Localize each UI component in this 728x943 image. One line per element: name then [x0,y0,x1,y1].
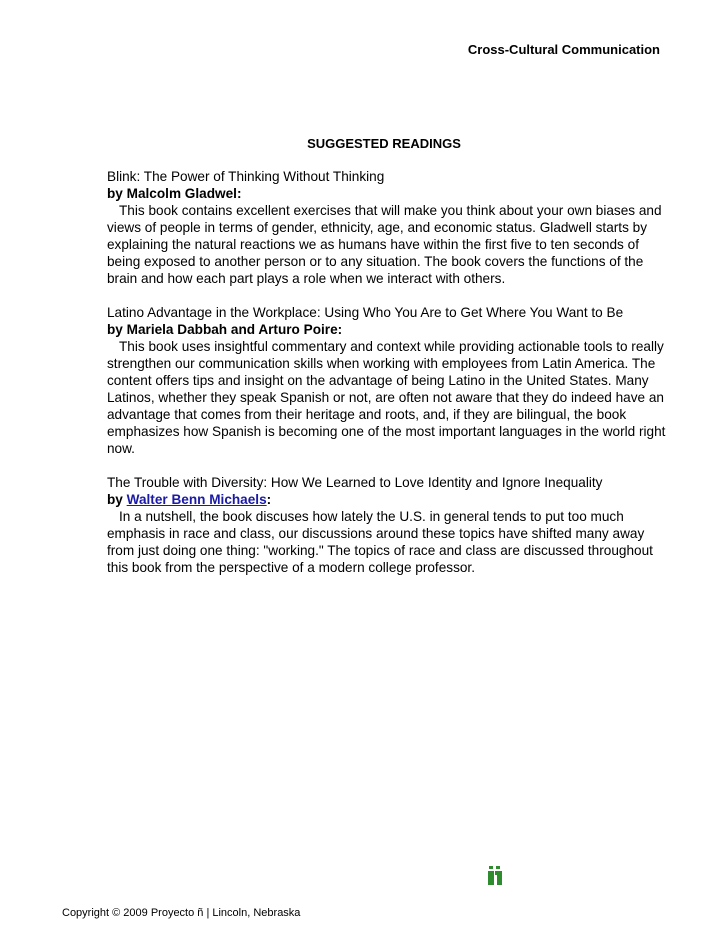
author-suffix: : [337,322,343,337]
by-prefix: by [107,492,127,507]
section-title: SUGGESTED READINGS [307,136,461,151]
book-author-line [107,491,667,508]
book-author-line [107,321,667,338]
footer-copyright: Copyright © 2009 Proyecto ñ | Lincoln, Nebraska [62,907,301,919]
author-suffix: : [266,492,272,507]
by-prefix: by [107,322,127,337]
reading-item [107,168,667,287]
book-description: In a nutshell, the book discuses how lately the U.S. in general tends to put too much emphasis in race and class, our discussions around these topics have shifted many away from just doing one thing: "working." The topics of race and class are discussed throughout this book from the perspective of a modern college professor. [107,509,653,575]
book-title: Blink: The Power of Thinking Without Thinking [107,169,385,184]
author-link[interactable]: Walter Benn Michaels [126,492,267,507]
book-description: This book contains excellent exercises that will make you think about your own biases and views of people in terms of gender, ethnicity, age, and economic status. Gladwell starts by explaining the natural reactions we as humans have within the first five to ten seconds of being exposed to another person or to any situation. The book covers the functions of the brain and how each part plays a role when we interact with others. [107,203,662,286]
readings-list [107,168,667,593]
reading-item [107,304,667,457]
book-title: Latino Advantage in the Workplace: Using Who You Are to Get Where You Want to Be [107,305,624,320]
book-author: Mariela Dabbah and Arturo Poire [126,322,338,337]
reading-item [107,474,667,576]
proyecto-logo-icon [487,866,505,886]
book-title: The Trouble with Diversity: How We Learned to Love Identity and Ignore Inequality [107,475,603,490]
author-suffix: : [236,186,242,201]
by-prefix: by [107,186,127,201]
book-author: Malcolm Gladwel [126,186,237,201]
header-title: Cross-Cultural Communication [467,42,660,57]
book-description: This book uses insightful commentary and context while providing actionable tools to really strengthen our communication skills when working with employees from Latin America. The content offers tips and insight on the advantage of being Latino in the United States. Many Latinos, whether they speak Spanish or not, are often not aware that they do indeed have an advantage that comes from their heritage and roots, and, if they are bilingual, the book emphasizes how Spanish is becoming one of the most important languages in the world right now. [107,339,666,456]
book-author-line [107,185,667,202]
